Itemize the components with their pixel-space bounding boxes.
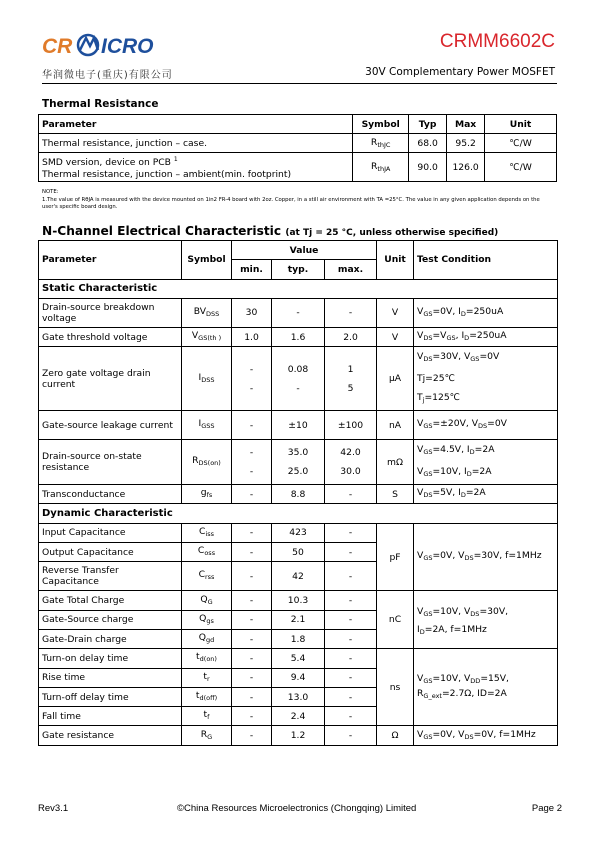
max-cell: - [325,687,377,706]
test-condition-cell: $V_{DS}=30V$, $V_{GS}=0V$ Tj=25℃ $T_j=125℃$ [414,347,558,411]
section-row [39,279,558,298]
company-name-cn: 华润微电子(重庆)有限公司 [42,70,173,81]
parameter-cell: Output Capacitance [39,543,182,562]
parameter-cell: SMD version, device on PCB $^1$ Thermal resistance, junction – ambient(min. footprint) [39,153,353,182]
note-label: NOTE: [42,189,59,195]
max-cell: 42.0 30.0 [325,440,377,485]
table-row [39,440,558,485]
svg-text:CR: CR [42,35,73,58]
max-cell: 126.0 [447,153,485,182]
symbol-cell: $Q_{gd}$ [182,629,232,648]
section-row [39,504,558,523]
column-header: max. [325,260,377,279]
test-condition-cell: $V_{GS}=10V$, $V_{DS}=30V$, $I_D=2A$, f=1MHz [414,591,558,649]
test-condition-cell: $V_{GS}=0V$, $V_{DS}=30V$, f=1MHz [414,523,558,591]
unit-cell: S [377,485,414,504]
parameter-cell: Reverse Transfer Capacitance [39,562,182,591]
header-divider [42,83,557,84]
unit-cell: mΩ [377,440,414,485]
table-row [39,649,558,668]
min-cell: - [232,726,272,745]
max-cell: - [325,610,377,629]
typ-cell: 50 [272,543,325,562]
nchannel-condition: (at Tj = 25 °C, unless otherwise specified) [285,228,499,238]
thermal-note [42,189,552,212]
table-row [39,411,558,440]
column-header: Unit [377,241,414,280]
unit-cell: ℃/W [485,134,557,153]
typ-cell: 2.4 [272,707,325,726]
thermal-resistance-table [38,114,557,182]
table-row [39,153,557,182]
unit-cell: nC [377,591,414,649]
min-cell: 30 [232,298,272,327]
min-cell: - [232,543,272,562]
parameter-cell: Gate-Source charge [39,610,182,629]
max-cell: - [325,649,377,668]
parameter-cell: Input Capacitance [39,523,182,542]
typ-cell: 10.3 [272,591,325,610]
min-cell: - [232,707,272,726]
parameter-cell: Turn-off delay time [39,687,182,706]
typ-cell: 0.08 - [272,347,325,411]
max-cell: 95.2 [447,134,485,153]
min-cell: - [232,649,272,668]
column-header: Max [447,115,485,134]
svg-text:ICRO: ICRO [101,35,154,58]
unit-cell: nA [377,411,414,440]
test-condition-cell: $V_{GS}=0V$, $I_D=250uA$ [414,298,558,327]
page-number: Page 2 [531,803,562,814]
typ-cell: 5.4 [272,649,325,668]
column-header: Unit [485,115,557,134]
typ-cell: - [272,298,325,327]
company-logo [42,30,177,60]
min-cell: - [232,523,272,542]
test-condition-cell: $V_{GS}=4.5V$, $I_D=2A$ $V_{GS}=10V$, $I_D=2A$ [414,440,558,485]
typ-cell: ±10 [272,411,325,440]
column-header: Value [232,241,377,260]
table-row [39,298,558,327]
typ-cell: 1.8 [272,629,325,648]
symbol-cell: $Q_{gs}$ [182,610,232,629]
copyright-text: ©China Resources Microelectronics (Chongqing) Limited [177,803,417,814]
symbol-cell: $R_{thJA}$ [353,153,409,182]
table-row [39,327,558,346]
symbol-cell: $t_{d(off)}$ [182,687,232,706]
unit-cell: ns [377,649,414,726]
parameter-cell: Fall time [39,707,182,726]
test-condition-cell: $V_{GS}=0V$, $V_{DS}=0V$, f=1MHz [414,726,558,745]
min-cell: 1.0 [232,327,272,346]
typ-cell: 2.1 [272,610,325,629]
symbol-cell: $g_{fs}$ [182,485,232,504]
max-cell: - [325,298,377,327]
table-row [39,591,558,610]
parameter-cell: Thermal resistance, junction – case. [39,134,353,153]
min-cell: - [232,485,272,504]
max-cell: 2.0 [325,327,377,346]
max-cell: - [325,668,377,687]
symbol-cell: $V_{GS(th )}$ [182,327,232,346]
document-subtitle: 30V Complementary Power MOSFET [365,66,555,78]
test-condition-cell: $V_{DS}=V_{GS}$, $I_D=250uA$ [414,327,558,346]
min-cell: - [232,591,272,610]
typ-cell: 35.0 25.0 [272,440,325,485]
typ-cell: 42 [272,562,325,591]
symbol-cell: $I_{GSS}$ [182,411,232,440]
column-header: min. [232,260,272,279]
typ-cell: 13.0 [272,687,325,706]
symbol-cell: $I_{DSS}$ [182,347,232,411]
unit-cell: V [377,298,414,327]
max-cell: - [325,523,377,542]
typ-cell: 8.8 [272,485,325,504]
max-cell: ±100 [325,411,377,440]
max-cell: 1 5 [325,347,377,411]
dynamic-section-title: Dynamic Characteristic [39,504,558,523]
test-condition-cell: $V_{GS}=\pm 20V$, $V_{DS}=0V$ [414,411,558,440]
column-header: typ. [272,260,325,279]
symbol-cell: $t_f$ [182,707,232,726]
part-number: CRMM6602C [439,31,555,52]
parameter-cell: Gate Total Charge [39,591,182,610]
parameter-cell: Gate-source leakage current [39,411,182,440]
min-cell: - [232,411,272,440]
typ-cell: 90.0 [409,153,447,182]
parameter-cell: Gate-Drain charge [39,629,182,648]
parameter-cell: Transconductance [39,485,182,504]
column-header: Symbol [353,115,409,134]
unit-cell: pF [377,523,414,591]
max-cell: - [325,591,377,610]
symbol-cell: $R_G$ [182,726,232,745]
parameter-cell: Rise time [39,668,182,687]
unit-cell: V [377,327,414,346]
table-header-row [39,241,558,260]
max-cell: - [325,485,377,504]
static-section-title: Static Characteristic [39,279,558,298]
min-cell: - [232,562,272,591]
min-cell: - - [232,440,272,485]
column-header: Parameter [39,241,182,280]
nchannel-electrical-table [38,240,558,746]
min-cell: - [232,687,272,706]
symbol-cell: $BV_{DSS}$ [182,298,232,327]
parameter-cell: Gate resistance [39,726,182,745]
min-cell: - [232,629,272,648]
symbol-cell: $C_{oss}$ [182,543,232,562]
parameter-cell: Drain-source breakdown voltage [39,298,182,327]
symbol-cell: $C_{iss}$ [182,523,232,542]
table-row [39,726,558,745]
table-row [39,347,558,411]
parameter-cell: Zero gate voltage drain current [39,347,182,411]
max-cell: - [325,543,377,562]
typ-cell: 68.0 [409,134,447,153]
column-header: Parameter [39,115,353,134]
max-cell: - [325,726,377,745]
typ-cell: 423 [272,523,325,542]
symbol-cell: $R_{DS(on)}$ [182,440,232,485]
typ-cell: 9.4 [272,668,325,687]
symbol-cell: $Q_G$ [182,591,232,610]
table-row [39,523,558,542]
typ-cell: 1.2 [272,726,325,745]
unit-cell: ℃/W [485,153,557,182]
column-header: Typ [409,115,447,134]
min-cell: - - [232,347,272,411]
typ-cell: 1.6 [272,327,325,346]
column-header: Test Condition [414,241,558,280]
test-condition-cell: $V_{GS}=10V$, $V_{DD}=15V$, $R_{G\_ext}=2.7\Omega$, ID=2A [414,649,558,726]
symbol-cell: $R_{thJC}$ [353,134,409,153]
min-cell: - [232,610,272,629]
column-header: Symbol [182,241,232,280]
unit-cell: μA [377,347,414,411]
max-cell: - [325,562,377,591]
test-condition-cell: $V_{DS}=5V$, $I_D=2A$ [414,485,558,504]
parameter-cell: Drain-source on-state resistance [39,440,182,485]
max-cell: - [325,629,377,648]
unit-cell: Ω [377,726,414,745]
parameter-cell: Turn-on delay time [39,649,182,668]
thermal-section-title: Thermal Resistance [42,98,159,110]
table-row [39,485,558,504]
nchannel-section-title: N-Channel Electrical Characteristic (at Tj = 25 °C, unless otherwise specified) [42,224,499,238]
parameter-cell: Gate threshold voltage [39,327,182,346]
min-cell: - [232,668,272,687]
symbol-cell: $t_r$ [182,668,232,687]
max-cell: - [325,707,377,726]
symbol-cell: $t_{d(on)}$ [182,649,232,668]
note-text: 1.The value of RθJA is measured with the device mounted on 1in2 FR-4 board with 2oz. Copper, in a still air environment with TA =25°C. The value in any given application depends on the user's specific board design. [42,196,540,210]
symbol-cell: $C_{rss}$ [182,562,232,591]
revision-label: Rev3.1 [38,803,69,814]
table-row [39,134,557,153]
table-header-row [39,115,557,134]
